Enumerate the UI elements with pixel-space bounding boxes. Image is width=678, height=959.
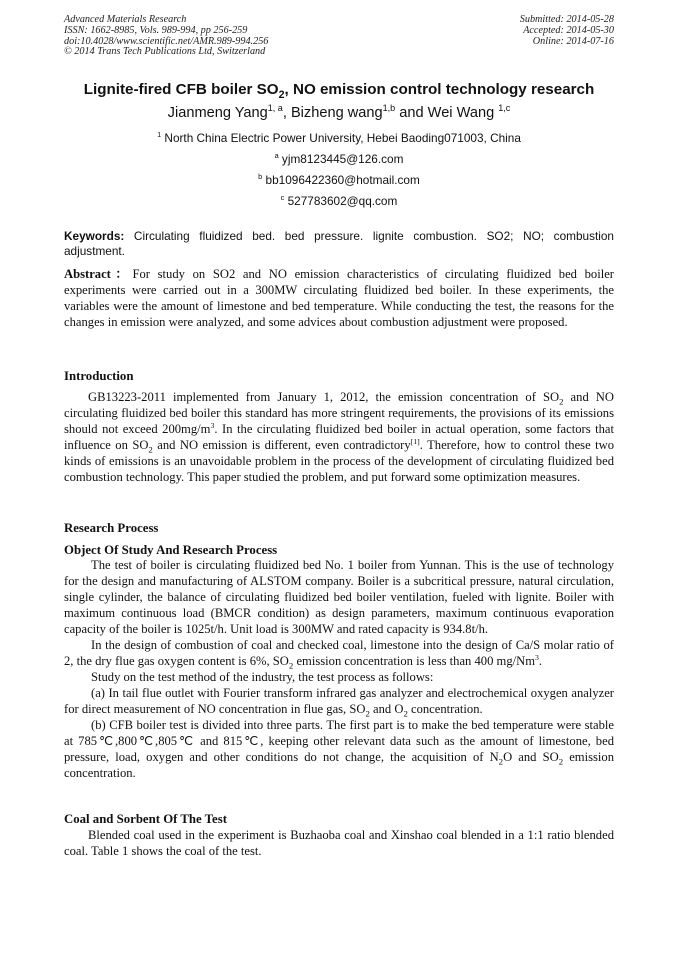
author-name: Jianmeng Yang	[167, 105, 268, 121]
subsection-heading-object-of-study: Object Of Study And Research Process	[64, 543, 278, 557]
affiliation: $^1$ North China Electric Power University, Hebei Baoding071003, China	[157, 130, 521, 145]
doi-link[interactable]: doi:10.4028/www.scientific.net/AMR.989-994.256	[64, 35, 269, 47]
paragraph: (a) In tail flue outlet with Fourier transform infrared gas analyzer and electrochemical oxygen analyzer for direct measurement of NO concentration in flue gas, $SO_2$ and $O_2$ concentration.	[64, 686, 614, 719]
journal-info	[64, 15, 268, 58]
keywords-label: Keywords:	[64, 229, 125, 243]
email-c[interactable]: $^c$ 527783602@qq.com	[280, 193, 398, 208]
citation-ref[interactable]: [1]	[410, 436, 420, 446]
email-a[interactable]: $^a$ yjm8123445@126.com	[274, 151, 404, 166]
keywords: Keywords: Circulating fluidized bed. bed pressure. lignite combustion. SO2; NO; combustion adjustment.	[64, 229, 614, 258]
abstract: Abstract：For study on SO2 and NO emission characteristics of circulating fluidized bed boiler experiments were carried out in a 300MW circulating fluidized bed boiler. In these experiments, the variables were the amount of limestone and bed temperature. While conducting the test, the reasons for the changes in emission were analyzed, and some advices about combustion adjustment were proposed.	[64, 267, 614, 329]
coal-paragraph: Blended coal used in the experiment is Buzhaoba coal and Xinshao coal blended in a 1:1 ratio blended coal. Table 1 shows the coal of the test.	[64, 828, 614, 858]
paragraph: In the design of combustion of coal and checked coal, limestone into the design of Ca/S molar ratio of 2, the dry flue gas oxygen content is 6%, $SO_2$ emission concentration is less than 400 mg/Nm$^3$.	[64, 638, 614, 671]
paragraph: The test of boiler is circulating fluidized bed No. 1 boiler from Yunnan. This is the use of technology for the design and manufacturing of ALSTOM company. Boiler is a subcritical pressure, natural circulation, single cylinder, the balance of circulating fluidized bed boiler ventilation, fueled with lignite. Boiler with maximum continuous load (BMCR condition) as design parameters, maximum continuous evaporation capacity of the boiler is 1025t/h. Unit load is 300MW and rated capacity is 934.8t/h.	[64, 558, 614, 636]
paragraph: Study on the test method of the industry, the test process as follows:	[91, 670, 434, 684]
author-list: Jianmeng Yang$^{1, a}$, Bizheng wang$^{1,b}$ and Wei Wang $^{1,c}$	[167, 103, 511, 121]
copyright-line: © 2014 Trans Tech Publications Ltd, Switzerland	[64, 46, 266, 58]
accepted-date: Accepted: 2014-05-30	[523, 24, 614, 36]
journal-name: Advanced Materials Research	[64, 14, 187, 25]
introduction-paragraph: GB13223-2011 implemented from January 1, 2012, the emission concentration of $SO_2$ and NO circulating fluidized bed boiler this standard has more stringent requirements, the provisions of its emissions should not exceed $200mg/m^3$. In the circulating fluidized bed boiler in actual operation, some factors that influence on $SO_2$ and NO emission is different, even contradictory[1]. Therefore, how to control these two kinds of emissions is an unavoidable problem in the process of the development of circulating fluidized bed combustion technology. This paper studied the problem, and put forward some optimization measures.	[64, 390, 615, 484]
section-heading-introduction: Introduction	[64, 369, 134, 383]
paragraph: (b) CFB boiler test is divided into three parts. The first part is to make the bed temperature were stable at 785℃,800℃,805℃ and 815℃, keeping other relevant data such as the amount of limestone, bed pressure, load, oxygen and other conditions do not change, the acquisition of $N_2O$ and $SO_2$ emission concentration.	[64, 718, 614, 780]
issn-line: ISSN: 1662-8985, Vols. 989-994, pp 256-259	[64, 24, 248, 36]
subsection-heading-coal-sorbent: Coal and Sorbent Of The Test	[64, 812, 227, 826]
online-date: Online: 2014-07-16	[532, 35, 614, 47]
research-body	[64, 557, 614, 781]
paper-title: Lignite-fired CFB boiler $SO_2$, NO emission control technology research	[83, 81, 595, 102]
abstract-label: Abstract：	[64, 267, 133, 281]
publication-dates	[520, 15, 614, 47]
section-heading-research-process: Research Process	[64, 521, 159, 535]
submitted-date: Submitted: 2014-05-28	[519, 14, 614, 25]
email-b[interactable]: $^b$ bb1096422360@hotmail.com	[258, 172, 420, 187]
